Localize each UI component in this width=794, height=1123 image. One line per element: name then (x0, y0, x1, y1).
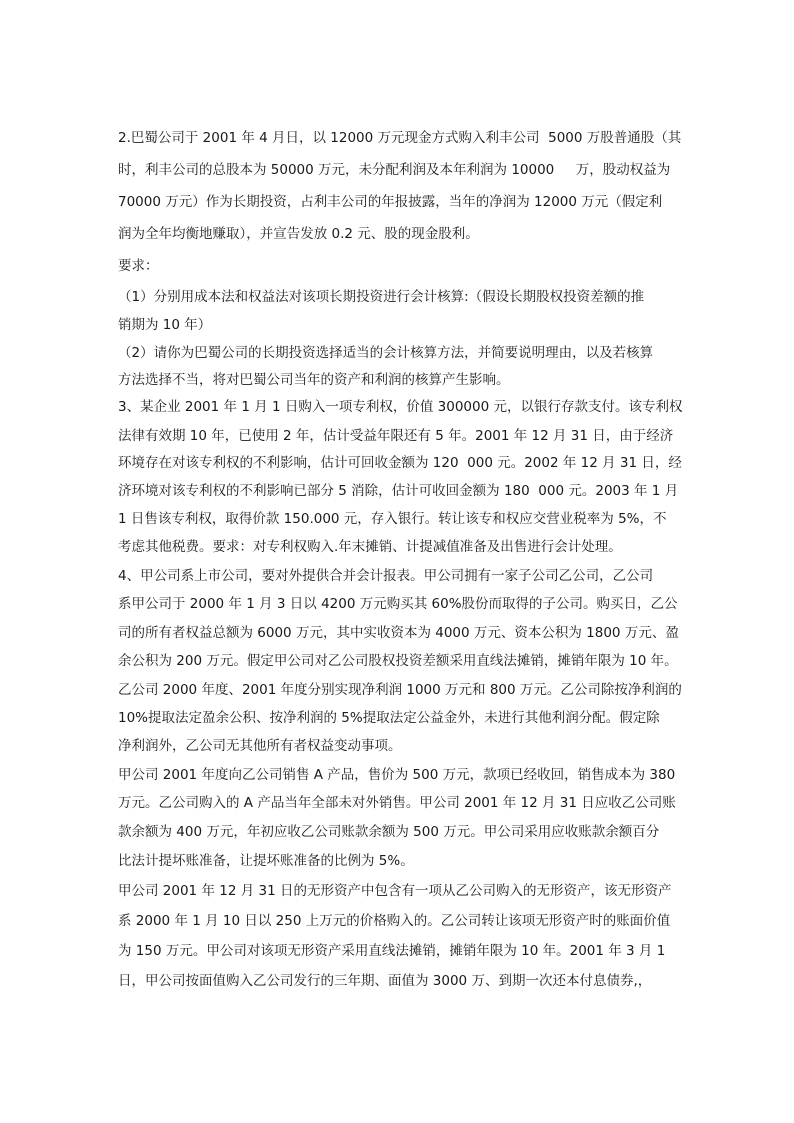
text-line: 司的所有者权益总额为 6000 万元，其中实收资本为 4000 万元、资本公积为 1800 万元、盈 (118, 625, 679, 641)
text-line: （2）请你为巴蜀公司的长期投资选择适当的会计核算方法，并简要说明理由，以及若核算 (118, 345, 654, 361)
text-line: 款余额为 400 万元，年初应收乙公司账款余额为 500 万元。甲公司采用应收账款余额百分 (118, 824, 660, 840)
text-line: 3、某企业 2001 年 1 月 1 日购入一项专利权，价值 300000 元，以银行存款支付。该专利权 (118, 399, 683, 415)
text-line: 1 日售该专利权，取得价款 150.000 元，存入银行。转让该专和权应交营业税率为 5%，不 (118, 511, 667, 527)
text-line: 余公积为 200 万元。假定甲公司对乙公司股权投资差额采用直线法摊销，摊销年限为 10 年。 (118, 653, 678, 669)
text-line: 为 150 万元。甲公司对该项无形资产采用直线法摊销，摊销年限为 10 年。2001 年 3 月 1 (118, 943, 666, 959)
text-line: 10%提取法定盈余公积、按净利润的 5%提取法定公益金外，未进行其他利润分配。假定除 (118, 710, 660, 726)
text-line: 甲公司 2001 年度向乙公司销售 A 产品，售价为 500 万元，款项已经收回，销售成本为 380 (118, 767, 676, 783)
text-line: 系甲公司于 2000 年 1 月 3 日以 4200 万元购买其 60%股份而取得的子公司。购买日，乙公 (118, 596, 678, 612)
text-line: 润为全年均衡地赚取），并宣告发放 0.2 元、股的现金股利。 (118, 226, 479, 242)
text-line: 方法选择不当，将对巴蜀公司当年的资产和利润的核算产生影响。 (118, 372, 510, 388)
text-line: 时，利丰公司的总股本为 50000 万元，未分配利润及本年利润为 10000 万，股动权益为 (118, 162, 671, 178)
text-line: 比法计提坏账准备，让提坏账准备的比例为 5%。 (118, 853, 414, 869)
text-line: 70000 万元）作为长期投资，占利丰公司的年报披露，当年的净润为 12000 万元（假定利 (118, 194, 663, 210)
text-line: 甲公司 2001 年 12 月 31 日的无形资产中包含有一项从乙公司购入的无形资产，该无形资产 (118, 883, 672, 899)
text-line: 净利润外，乙公司无其他所有者权益变动事项。 (118, 738, 402, 754)
text-line: 济环境对该专利权的不利影响已部分 5 消除，估计可收回金额为 180 000 元。2003 年 1 月 (118, 483, 679, 499)
text-line: 日，甲公司按面值购入乙公司发行的三年期、面值为 3000 万、到期一次还本付息债券,， (118, 973, 652, 989)
text-line: 2.巴蜀公司于 2001 年 4 月日，以 12000 万元现金方式购入利丰公司 5000 万股普通股（其 (118, 130, 682, 146)
text-line: 环境存在对该专利权的不利影响，估计可回收金额为 120 000 元。2002 年 12 月 31 日，经 (118, 455, 682, 471)
text-line: 考虑其他税费。要求：对专利权购入.年末摊销、计提减值准备及出售进行会计处理。 (118, 539, 622, 555)
text-line: 法律有效期 10 年，已使用 2 年，估计受益年限还有 5 年。2001 年 12 月 31 日，由于经济 (118, 428, 674, 444)
text-line: 销期为 10 年） (118, 317, 212, 333)
text-line: 万元。乙公司购入的 A 产品当年全部未对外销售。甲公司 2001 年 12 月 31 日应收乙公司账 (118, 795, 676, 811)
text-line: 乙公司 2000 年度、2001 年度分别实现净利润 1000 万元和 800 万元。乙公司除按净利润的 (118, 682, 682, 698)
text-line: 要求： (118, 258, 159, 274)
text-line: 4、甲公司系上市公司，要对外提供合并会计报表。甲公司拥有一家子公司乙公司，乙公司 (118, 568, 654, 584)
text-line: 系 2000 年 1 月 10 日以 250 上万元的价格购入的。乙公司转让该项无形资产时的账面价值 (118, 913, 671, 929)
text-line: （1）分别用成本法和权益法对该项长期投资进行会计核算:（假设长期股权投资差额的推 (118, 289, 645, 305)
